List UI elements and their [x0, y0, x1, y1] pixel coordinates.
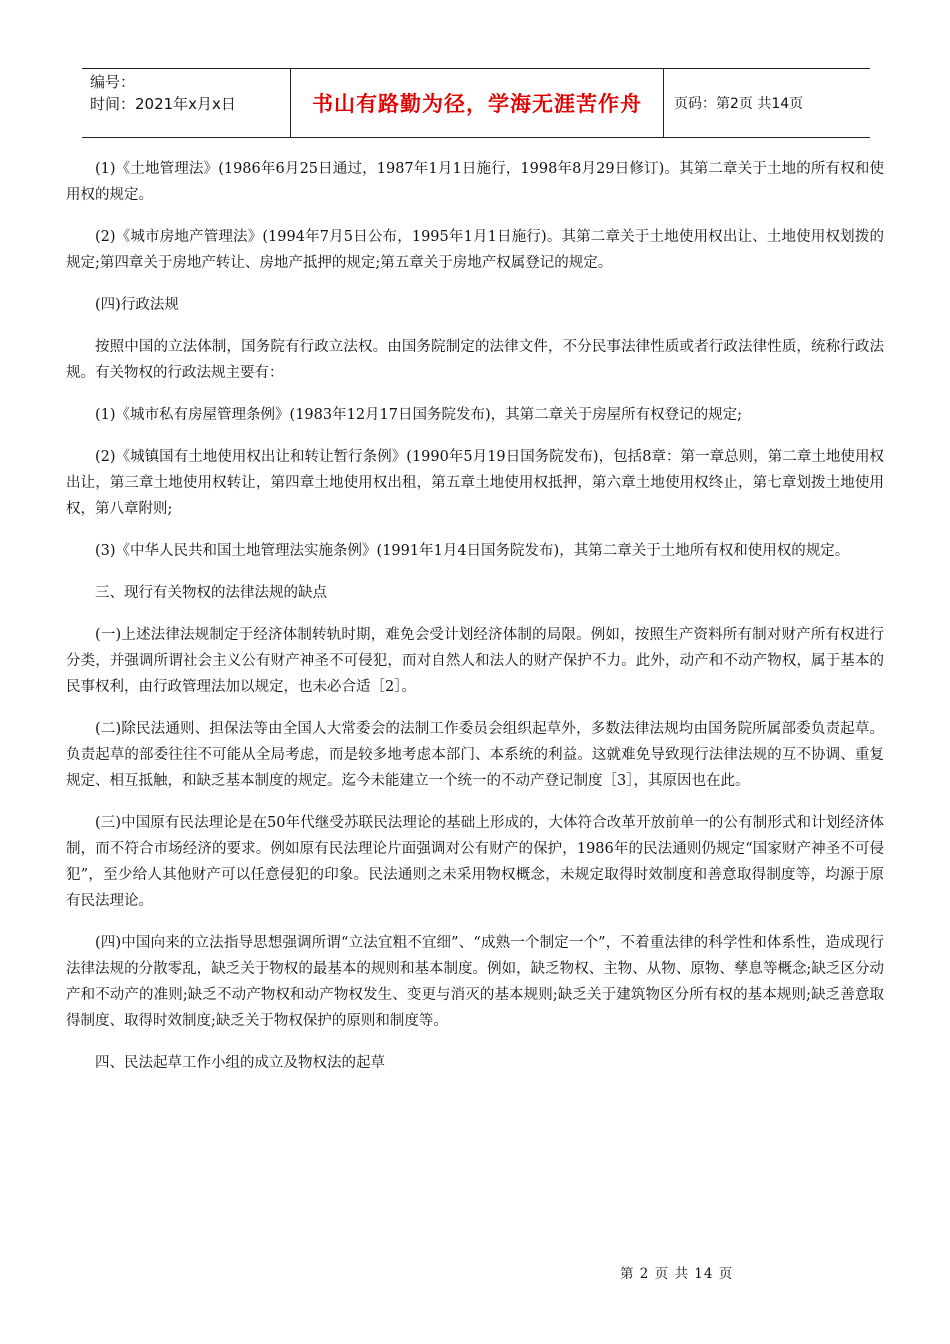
- document-number-label: 编号：: [90, 73, 136, 91]
- paragraph: (四)中国向来的立法指导思想强调所谓“立法宜粗不宜细”、“成熟一个制定一个”，不着重法律的科学性和体系性，造成现行法律法规的分散零乱，缺乏关于物权的最基本的规则和基本制度。例如，缺乏物权、主物、从物、原物、孳息等概念;缺乏区分动产和不动产的准则;缺乏不动产物权和动产物权发生、变更与消灭的基本规则;缺乏关于建筑物区分所有权的基本规则;缺乏善意取得制度、取得时效制度;缺乏关于物权保护的原则和制度等。: [66, 935, 884, 1029]
- page-footer: 第 2 页 共 14 页: [620, 1266, 734, 1282]
- header-page-info-cell: [664, 69, 803, 137]
- page-header: [82, 68, 870, 138]
- document-body: [66, 156, 884, 1092]
- paragraph: (3)《中华人民共和国土地管理法实施条例》(1991年1月4日国务院发布)，其第二章关于土地所有权和使用权的规定。: [95, 543, 850, 559]
- paragraph: (1)《土地管理法》(1986年6月25日通过，1987年1月1日施行，1998年8月29日修订)。其第二章关于土地的所有权和使用权的规定。: [66, 161, 884, 203]
- paragraph: (1)《城市私有房屋管理条例》(1983年12月17日国务院发布)，其第二章关于房屋所有权登记的规定;: [95, 407, 743, 423]
- header-page-info: 页码：第2页 共14页: [674, 96, 804, 112]
- paragraph: (二)除民法通则、担保法等由全国人大常委会的法制工作委员会组织起草外，多数法律法规均由国务院所属部委负责起草。负责起草的部委往往不可能从全局考虑，而是较多地考虑本部门、本系统的利益。这就难免导致现行法律法规的互不协调、重复规定、相互抵触，和缺乏基本制度的规定。迄今未能建立一个统一的不动产登记制度［3］，其原因也在此。: [66, 721, 884, 789]
- paragraph: (三)中国原有民法理论是在50年代继受苏联民法理论的基础上形成的，大体符合改革开放前单一的公有制形式和计划经济体制，而不符合市场经济的要求。例如原有民法理论片面强调对公有财产的保护，1986年的民法通则仍规定“国家财产神圣不可侵犯”，至少给人其他财产可以任意侵犯的印象。民法通则之未采用物权概念，未规定取得时效制度和善意取得制度等，均源于原有民法理论。: [66, 815, 884, 909]
- header-meta: [82, 69, 290, 137]
- header-motto-cell: [290, 69, 664, 137]
- paragraph: (2)《城镇国有土地使用权出让和转让暂行条例》(1990年5月19日国务院发布)，包括8章：第一章总则，第二章土地使用权出让，第三章土地使用权转让，第四章土地使用权出租，第五章土地使用权抵押，第六章土地使用权终止，第七章划拨土地使用权，第八章附则;: [66, 449, 884, 517]
- header-motto: 书山有路勤为径，学海无涯苦作舟: [312, 92, 642, 116]
- document-date: 时间：2021年x月x日: [90, 95, 236, 113]
- section-heading: (四)行政法规: [95, 297, 179, 313]
- paragraph: (2)《城市房地产管理法》(1994年7月5日公布，1995年1月1日施行)。其第二章关于土地使用权出让、土地使用权划拨的规定;第四章关于房地产转让、房地产抵押的规定;第五章关于房地产权属登记的规定。: [66, 229, 884, 271]
- section-heading: 三、现行有关物权的法律法规的缺点: [95, 585, 327, 601]
- paragraph: (一)上述法律法规制定于经济体制转轨时期，难免会受计划经济体制的局限。例如，按照生产资料所有制对财产所有权进行分类，并强调所谓社会主义公有财产神圣不可侵犯，而对自然人和法人的财产保护不力。此外，动产和不动产物权，属于基本的民事权利，由行政管理法加以规定，也未必合适［2］。: [66, 627, 884, 695]
- section-heading: 四、民法起草工作小组的成立及物权法的起草: [95, 1055, 385, 1071]
- paragraph: 按照中国的立法体制，国务院有行政立法权。由国务院制定的法律文件，不分民事法律性质或者行政法律性质，统称行政法规。有关物权的行政法规主要有：: [66, 339, 884, 381]
